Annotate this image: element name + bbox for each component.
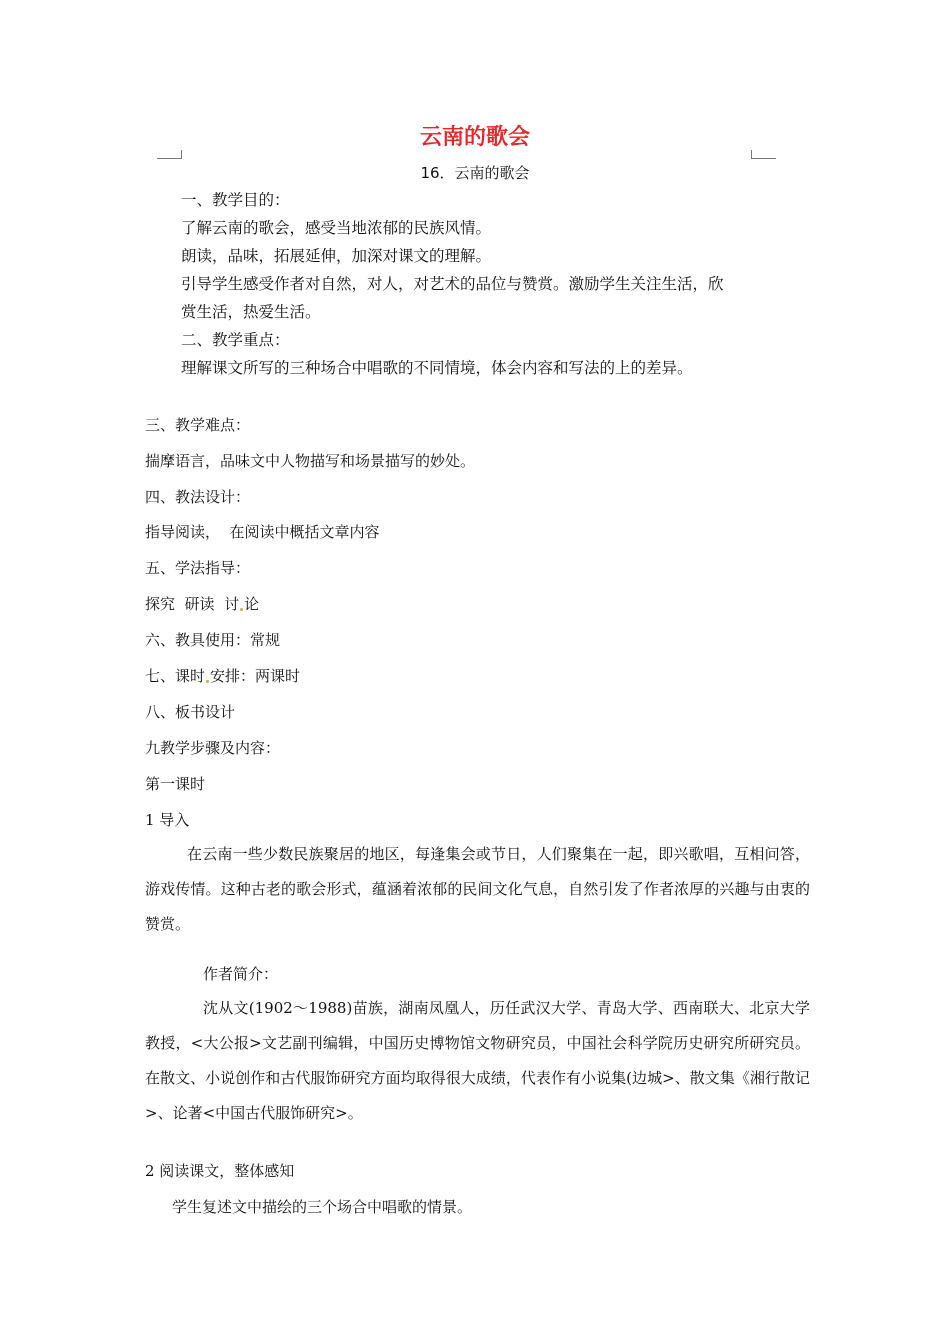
time-line bbox=[145, 665, 300, 686]
difficulty-heading: 三、教学难点： bbox=[145, 416, 251, 434]
method-design-heading: 四、教法设计： bbox=[145, 488, 251, 506]
objective-item: 朗读，品味，拓展延伸，加深对课文的理解。 bbox=[181, 247, 492, 265]
key-points-text: 理解课文所写的三种场合中唱歌的不同情境，体会内容和写法的上的差异。 bbox=[181, 359, 693, 377]
section-intro-heading: 1 导入 bbox=[145, 811, 190, 829]
objectives-heading: 一、教学目的： bbox=[181, 191, 290, 209]
objective-item: 了解云南的歌会，感受当地浓郁的民族风情。 bbox=[181, 219, 492, 237]
study-method-text bbox=[145, 593, 259, 614]
objectives-section bbox=[181, 186, 781, 382]
key-points-heading: 二、教学重点： bbox=[181, 331, 290, 349]
time-line-part: 七、课时 bbox=[145, 667, 206, 685]
tools-line: 六、教具使用：常规 bbox=[145, 631, 281, 649]
header-corner-mark-right bbox=[751, 150, 776, 159]
objective-item: 引导学生感受作者对自然，对人，对艺术的品位与赞赏。激励学生关注生活，欣 bbox=[181, 275, 724, 293]
time-line-part: 安排：两课时 bbox=[210, 667, 301, 685]
objective-item-continued: 赏生活，热爱生活。 bbox=[181, 303, 321, 321]
study-method-text-part: 探究 研读 讨 bbox=[145, 595, 240, 613]
study-method-heading: 五、学法指导： bbox=[145, 559, 251, 577]
study-method-text-part: 论 bbox=[244, 595, 260, 613]
method-design-text: 指导阅读， 在阅读中概括文章内容 bbox=[145, 523, 380, 541]
author-heading: 作者简介： bbox=[203, 965, 279, 983]
ink-dot-mark bbox=[206, 680, 209, 683]
section-reading-text: 学生复述文中描绘的三个场合中唱歌的情景。 bbox=[172, 1198, 473, 1216]
steps-heading: 九教学步骤及内容： bbox=[145, 739, 281, 757]
intro-paragraph: 在云南一些少数民族聚居的地区，每逢集会或节日，人们聚集在一起，即兴歌唱，互相问答，游戏传情。这种古老的歌会形式，蕴涵着浓郁的民间文化气息，自然引发了作者浓厚的兴趣与由衷的赞赏。 bbox=[145, 845, 810, 933]
header-corner-mark-left bbox=[157, 150, 182, 159]
lesson-subtitle: 16．云南的歌会 bbox=[420, 164, 530, 182]
lesson-one-heading: 第一课时 bbox=[145, 775, 206, 793]
board-design-line: 八、板书设计 bbox=[145, 703, 236, 721]
document-title: 云南的歌会 bbox=[419, 125, 530, 150]
section-reading-heading: 2 阅读课文，整体感知 bbox=[145, 1162, 295, 1180]
difficulty-text: 揣摩语言，品味文中人物描写和场景描写的妙处。 bbox=[145, 452, 476, 470]
ink-dot-mark bbox=[240, 608, 243, 611]
author-paragraph: 沈从文(1902～1988)苗族，湖南凤凰人，历任武汉大学、青岛大学、西南联大、北京大学教授，<大公报>文艺副刊编辑，中国历史博物馆文物研究员，中国社会科学院历史研究所研究员。在散文、小说创作和古代服饰研究方面均取得很大成绩，代表作有小说集(边城>、散文集《湘行散记>、论著<中国古代服饰研究>。 bbox=[145, 999, 810, 1122]
